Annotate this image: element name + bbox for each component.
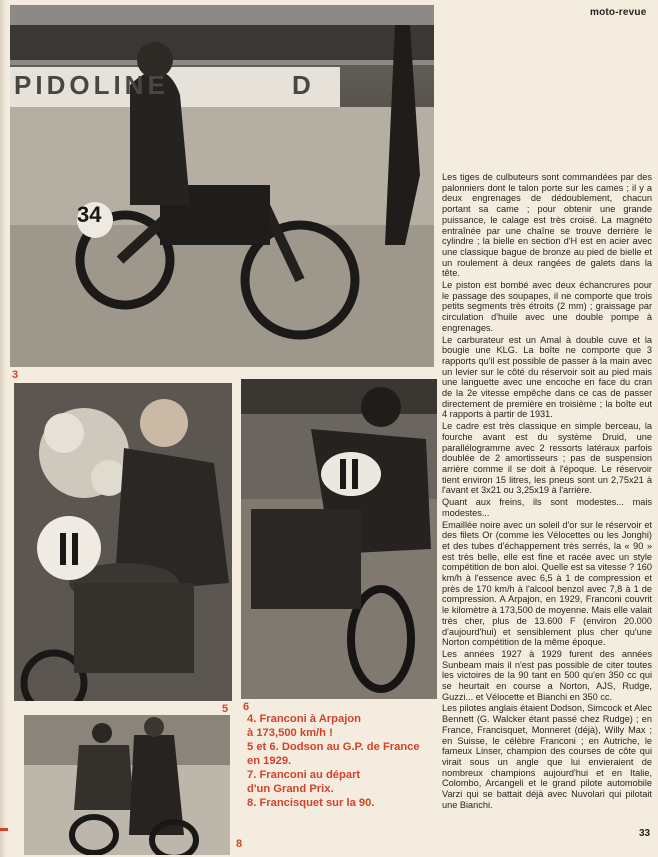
- photo-dodson-flowers: [14, 383, 232, 701]
- photo-5-illustration: [14, 383, 232, 701]
- photo-number-3: 3: [12, 369, 19, 381]
- race-number: 34: [77, 202, 102, 227]
- photo-franconi-arpajon: [10, 5, 434, 367]
- article-paragraph: Les tiges de culbuteurs sont commandées par des palonniers dont le talon porte sur les cames ; il y a deux engrenages de dédoublement, chacun portant sa came ; pour obtenir une grande puissance, le calage est très croisé. La magnéto entraînée par une chaîne se trouve derrière le cylindre ; la bielle en section d'H est en acier avec une classique bague de bronze au pied de bielle et un roulement à deux rangées de galets dans la tête.: [442, 172, 652, 279]
- page-number: 33: [639, 828, 651, 839]
- caption-line-6: d'un Grand Prix.: [247, 783, 334, 795]
- magazine-masthead: moto-revue: [590, 7, 647, 18]
- photo-3-illustration: [10, 5, 434, 367]
- caption-line-2: à 173,500 km/h !: [247, 727, 333, 739]
- photo-dodson-racing: [241, 379, 437, 699]
- caption-line-5: 7. Franconi au départ: [247, 769, 361, 781]
- article-paragraph: Quant aux freins, ils sont modestes... mais modestes...: [442, 497, 652, 518]
- photo-8-illustration: [24, 715, 230, 855]
- caption-line-1: 4. Franconi à Arpajon: [247, 713, 361, 725]
- article-paragraph: Le carburateur est un Amal à double cuve et la bougie une KLG. La boîte ne comporte que 3 rapports qu'il est possible de passer à la main avec un levier sur le côté du réservoir soit au pied mais une languette avec une encoche en face du cran de la 2e vitesse empêche dans ce cas de passer directement de première en troisième ; la boîte eut 4 rapports à partir de 1931.: [442, 334, 652, 420]
- article-paragraph: Le piston est bombé avec deux échancrures pour le passage des soupapes, il ne comporte que trois petits segments très étroits (2 mm) ; graissage par circulation d'huile avec une double pompe à engrenages.: [442, 280, 652, 333]
- article-paragraph: Les années 1927 à 1929 furent des années Sunbeam mais il n'est pas possible de citer toutes les victoires de la 90 tant en 500 qu'en 350 cc qui se heurtait en course a Norton, AJS, Rudge, Guzzi... et Vélocette et Bianchi en 350 cc.: [442, 648, 652, 702]
- red-marker: [0, 828, 8, 831]
- article-paragraph: Les pilotes anglais étaient Dodson, Simcock et Alec Bennett (G. Walcker étant passé chez Rudge) ; en France, Francisquet, Monneret (déjà), Willy Max ; en Suisse, le célèbre Franconi ; en Autriche, le fameux Linser, champion des courses de côte qui virait sous un angle que lui envieraient de nombreux champions aujourd'hui et en Italie, Colombo, Arcangeli et le grand pilote automobile Varzi qui se battait déjà avec Nuvolari qui pilotait une Bianchi.: [442, 703, 652, 810]
- photo-number-5: 5: [222, 703, 229, 715]
- article-paragraph: Emaillée noire avec un soleil d'or sur le réservoir et des filets Or (comme les Vélocettes ou les Jonghi) et des tubes d'échappement très serrés, la « 90 » est très belle, elle est fine et racée avec un style compétition de bon aloi. Quelle est sa vitesse ? 160 km/h à l'essence avec 6,5 à 1 de compression et près de 170 km/h à l'alcool benzol avec 7,8 à 1 de compression. A Arpajon, en 1929, Franconi couvrit le kilomètre à 173,500 de moyenne. Mais elle valait très cher, plus de 13.600 F (environ 20.000 d'aujourd'hui) et sensiblement plus cher qu'une Norton compétition de la même époque.: [442, 519, 652, 648]
- photo-captions: [247, 712, 437, 810]
- article-body: [442, 172, 652, 812]
- article-paragraph: Le cadre est très classique en simple berceau, la fourche avant est du système Druid, une parallélogramme avec 2 ressorts latéraux parfois doublée de 2 amortisseurs ; pas de suspension arrière comme il se doit à l'époque. Le réservoir tient environ 15 litres, les pneus sont un 2,75x21 à l'avant et 3x21 ou 3,25x19 à l'arrière.: [442, 421, 652, 496]
- photo-number-8: 8: [236, 838, 243, 850]
- caption-line-3: 5 et 6. Dodson au G.P. de France: [247, 741, 420, 753]
- photo-francisquet: [24, 715, 230, 855]
- banner-text-2: D: [292, 70, 311, 100]
- banner-text: PIDOLINE: [14, 70, 169, 100]
- page-edge: [0, 0, 6, 857]
- caption-line-7: 8. Francisquet sur la 90.: [247, 797, 375, 809]
- photo-number-6: 6: [243, 701, 250, 713]
- photo-6-illustration: [241, 379, 437, 699]
- caption-line-4: en 1929.: [247, 755, 292, 767]
